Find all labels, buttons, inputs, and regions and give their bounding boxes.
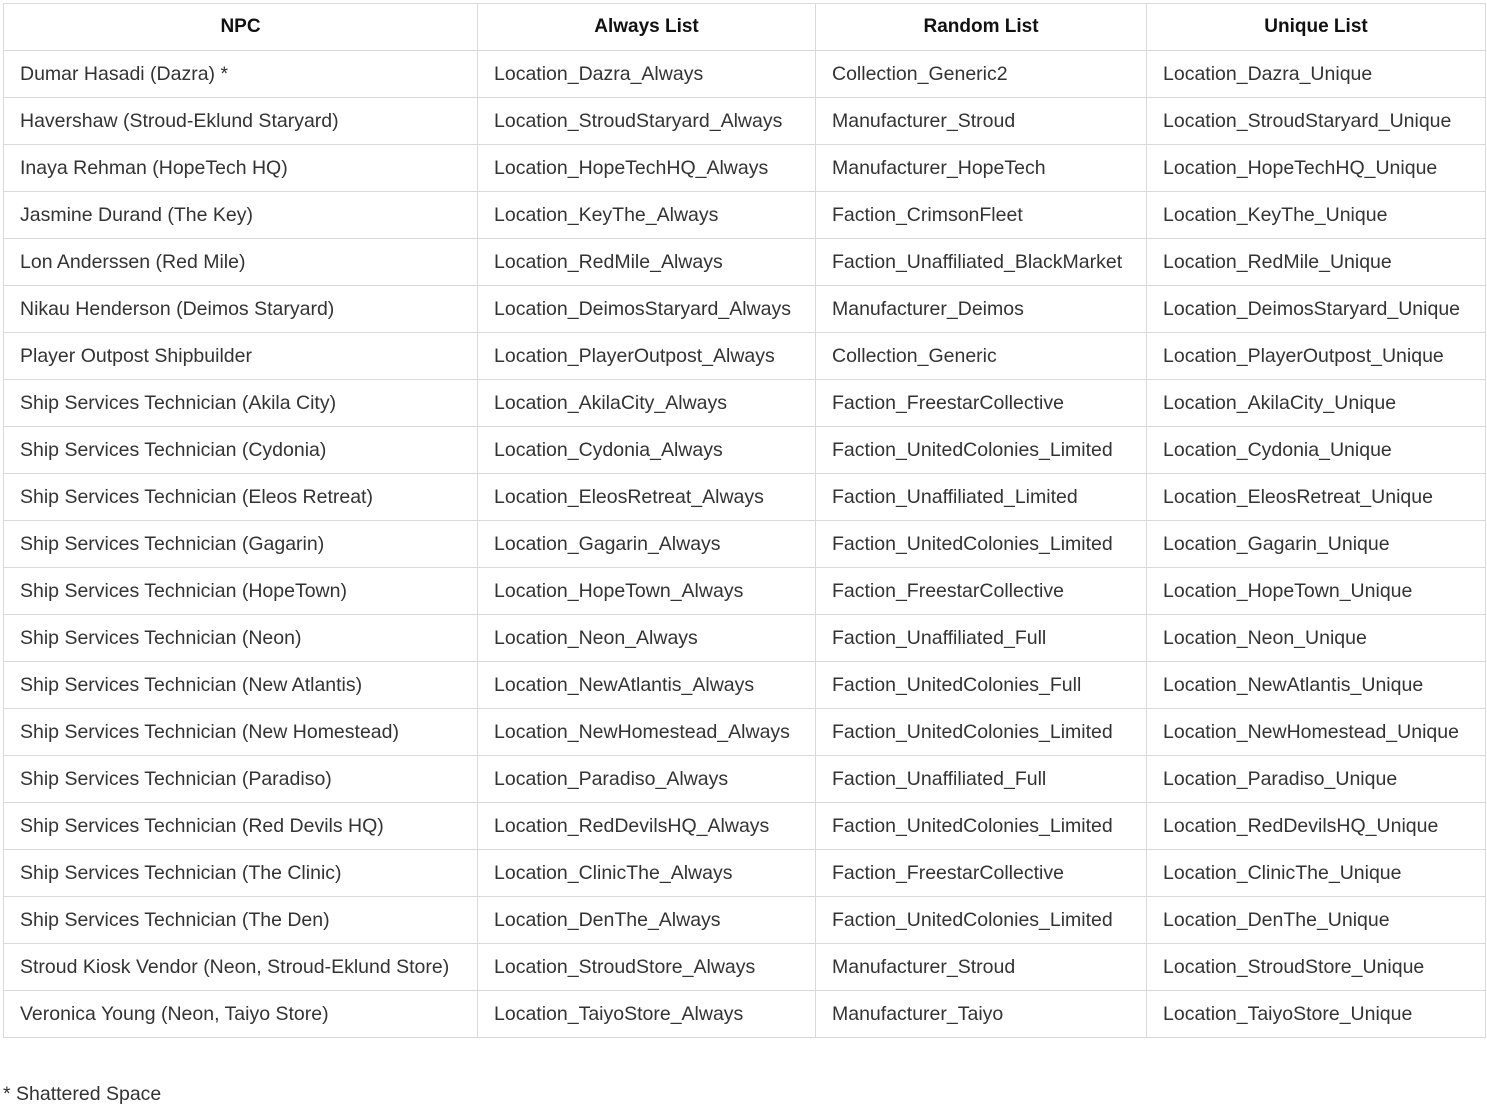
always-list-cell: Location_HopeTechHQ_Always [478,145,816,192]
unique-list-cell: Location_Paradiso_Unique [1147,756,1486,803]
table-header [4,4,1486,51]
npc-cell: Ship Services Technician (Eleos Retreat) [4,474,478,521]
npc-cell: Havershaw (Stroud-Eklund Staryard) [4,98,478,145]
header-npc: NPC [4,4,478,51]
unique-list-cell: Location_DeimosStaryard_Unique [1147,286,1486,333]
npc-cell: Ship Services Technician (Neon) [4,615,478,662]
table-row [4,192,1486,239]
footnote: * Shattered Space [3,1083,162,1105]
header-unique-list: Unique List [1147,4,1486,51]
always-list-cell: Location_RedMile_Always [478,239,816,286]
random-list-cell: Manufacturer_Stroud [816,98,1147,145]
npc-cell: Ship Services Technician (Akila City) [4,380,478,427]
always-list-cell: Location_NewAtlantis_Always [478,662,816,709]
npc-cell: Ship Services Technician (Cydonia) [4,427,478,474]
npc-cell: Ship Services Technician (The Den) [4,897,478,944]
table-row [4,333,1486,380]
always-list-cell: Location_Paradiso_Always [478,756,816,803]
unique-list-cell: Location_RedDevilsHQ_Unique [1147,803,1486,850]
header-row [4,4,1486,51]
unique-list-cell: Location_Cydonia_Unique [1147,427,1486,474]
npc-cell: Jasmine Durand (The Key) [4,192,478,239]
unique-list-cell: Location_TaiyoStore_Unique [1147,991,1486,1038]
unique-list-cell: Location_StroudStore_Unique [1147,944,1486,991]
table-row [4,521,1486,568]
always-list-cell: Location_StroudStore_Always [478,944,816,991]
always-list-cell: Location_NewHomestead_Always [478,709,816,756]
random-list-cell: Faction_Unaffiliated_Limited [816,474,1147,521]
table-row [4,568,1486,615]
unique-list-cell: Location_NewAtlantis_Unique [1147,662,1486,709]
table-row [4,991,1486,1038]
npc-cell: Ship Services Technician (Paradiso) [4,756,478,803]
unique-list-cell: Location_RedMile_Unique [1147,239,1486,286]
npc-cell: Stroud Kiosk Vendor (Neon, Stroud-Eklund Store) [4,944,478,991]
table-row [4,803,1486,850]
always-list-cell: Location_TaiyoStore_Always [478,991,816,1038]
npc-cell: Ship Services Technician (The Clinic) [4,850,478,897]
table-row [4,380,1486,427]
table-row [4,944,1486,991]
table-row [4,709,1486,756]
npc-cell: Player Outpost Shipbuilder [4,333,478,380]
npc-cell: Dumar Hasadi (Dazra) * [4,51,478,98]
header-random-list: Random List [816,4,1147,51]
npc-cell: Ship Services Technician (Gagarin) [4,521,478,568]
random-list-cell: Faction_Unaffiliated_Full [816,615,1147,662]
random-list-cell: Faction_UnitedColonies_Limited [816,803,1147,850]
table-body [4,51,1486,1038]
random-list-cell: Faction_Unaffiliated_BlackMarket [816,239,1147,286]
always-list-cell: Location_Neon_Always [478,615,816,662]
random-list-cell: Manufacturer_Stroud [816,944,1147,991]
npc-cell: Lon Anderssen (Red Mile) [4,239,478,286]
random-list-cell: Collection_Generic [816,333,1147,380]
random-list-cell: Faction_UnitedColonies_Limited [816,897,1147,944]
unique-list-cell: Location_HopeTown_Unique [1147,568,1486,615]
npc-cell: Inaya Rehman (HopeTech HQ) [4,145,478,192]
random-list-cell: Faction_UnitedColonies_Limited [816,709,1147,756]
random-list-cell: Collection_Generic2 [816,51,1147,98]
table-row [4,286,1486,333]
random-list-cell: Faction_CrimsonFleet [816,192,1147,239]
npc-vendor-table [3,3,1486,1038]
always-list-cell: Location_Dazra_Always [478,51,816,98]
random-list-cell: Faction_UnitedColonies_Limited [816,427,1147,474]
npc-cell: Nikau Henderson (Deimos Staryard) [4,286,478,333]
random-list-cell: Faction_Unaffiliated_Full [816,756,1147,803]
npc-cell: Ship Services Technician (New Homestead) [4,709,478,756]
table-row [4,897,1486,944]
unique-list-cell: Location_DenThe_Unique [1147,897,1486,944]
always-list-cell: Location_KeyThe_Always [478,192,816,239]
always-list-cell: Location_HopeTown_Always [478,568,816,615]
random-list-cell: Manufacturer_Taiyo [816,991,1147,1038]
always-list-cell: Location_DenThe_Always [478,897,816,944]
always-list-cell: Location_DeimosStaryard_Always [478,286,816,333]
table-row [4,239,1486,286]
npc-cell: Veronica Young (Neon, Taiyo Store) [4,991,478,1038]
unique-list-cell: Location_HopeTechHQ_Unique [1147,145,1486,192]
npc-cell: Ship Services Technician (New Atlantis) [4,662,478,709]
table-row [4,427,1486,474]
unique-list-cell: Location_Dazra_Unique [1147,51,1486,98]
table-row [4,474,1486,521]
unique-list-cell: Location_Neon_Unique [1147,615,1486,662]
random-list-cell: Faction_FreestarCollective [816,850,1147,897]
header-always-list: Always List [478,4,816,51]
npc-cell: Ship Services Technician (HopeTown) [4,568,478,615]
table-row [4,850,1486,897]
table-row [4,51,1486,98]
random-list-cell: Faction_FreestarCollective [816,380,1147,427]
always-list-cell: Location_EleosRetreat_Always [478,474,816,521]
table-row [4,615,1486,662]
random-list-cell: Manufacturer_Deimos [816,286,1147,333]
unique-list-cell: Location_PlayerOutpost_Unique [1147,333,1486,380]
always-list-cell: Location_ClinicThe_Always [478,850,816,897]
always-list-cell: Location_StroudStaryard_Always [478,98,816,145]
unique-list-cell: Location_StroudStaryard_Unique [1147,98,1486,145]
unique-list-cell: Location_ClinicThe_Unique [1147,850,1486,897]
random-list-cell: Faction_UnitedColonies_Full [816,662,1147,709]
npc-cell: Ship Services Technician (Red Devils HQ) [4,803,478,850]
unique-list-cell: Location_Gagarin_Unique [1147,521,1486,568]
unique-list-cell: Location_NewHomestead_Unique [1147,709,1486,756]
table-row [4,662,1486,709]
always-list-cell: Location_Gagarin_Always [478,521,816,568]
random-list-cell: Manufacturer_HopeTech [816,145,1147,192]
always-list-cell: Location_Cydonia_Always [478,427,816,474]
unique-list-cell: Location_KeyThe_Unique [1147,192,1486,239]
unique-list-cell: Location_AkilaCity_Unique [1147,380,1486,427]
always-list-cell: Location_AkilaCity_Always [478,380,816,427]
unique-list-cell: Location_EleosRetreat_Unique [1147,474,1486,521]
random-list-cell: Faction_FreestarCollective [816,568,1147,615]
always-list-cell: Location_RedDevilsHQ_Always [478,803,816,850]
table-row [4,98,1486,145]
random-list-cell: Faction_UnitedColonies_Limited [816,521,1147,568]
table-row [4,145,1486,192]
always-list-cell: Location_PlayerOutpost_Always [478,333,816,380]
table-row [4,756,1486,803]
